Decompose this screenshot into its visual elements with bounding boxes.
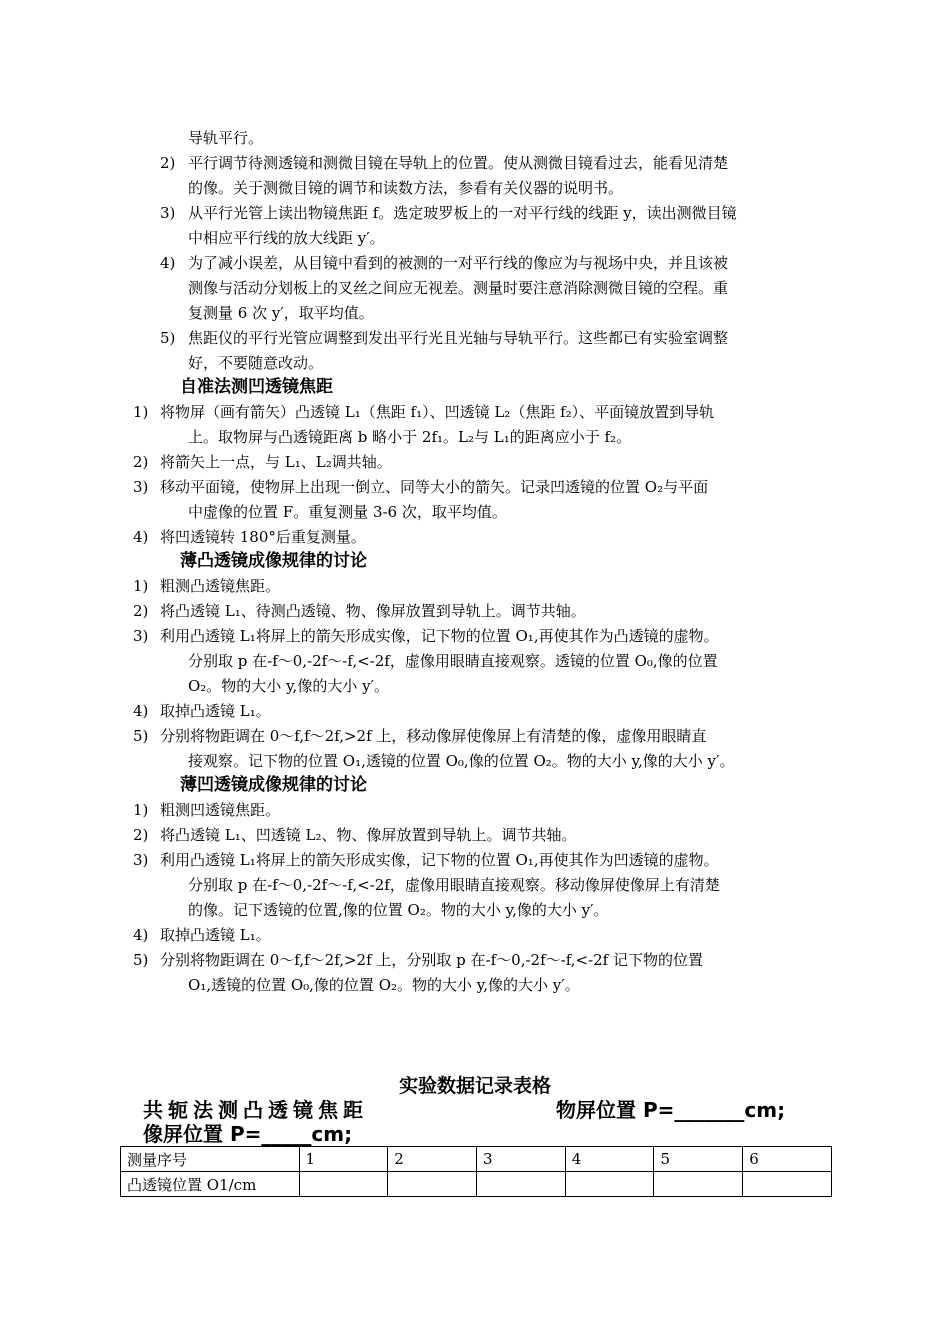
item-text: 将凹透镜转 180°后重复测量。 <box>160 528 366 546</box>
table-row-label: 凸透镜位置 O1/cm <box>121 1172 300 1197</box>
item-number: 3) <box>133 627 149 645</box>
table-cell[interactable] <box>477 1172 566 1197</box>
data-table <box>120 1146 832 1197</box>
item-number: 4) <box>133 702 149 720</box>
item-continuation: 导轨平行。 <box>188 129 264 147</box>
item-text: 将凸透镜 L₁、凹透镜 L₂、物、像屏放置到导轨上。调节共轴。 <box>160 826 577 844</box>
item-text: 将凸透镜 L₁、待测凸透镜、物、像屏放置到导轨上。调节共轴。 <box>160 602 586 620</box>
item-text: 将箭矢上一点，与 L₁、L₂调共轴。 <box>160 453 392 471</box>
item-text: 分别将物距调在 0～f,f～2f,>2f 上，移动像屏使像屏上有清楚的像，虚像用眼睛直 <box>160 727 707 745</box>
table-cell[interactable] <box>299 1172 388 1197</box>
item-text: 取掉凸透镜 L₁。 <box>160 702 271 720</box>
item-text: 粗测凹透镜焦距。 <box>160 801 281 819</box>
table-header-cell: 测量序号 <box>121 1147 300 1172</box>
item-text: 将物屏（画有箭矢）凸透镜 L₁（焦距 f₁）、凹透镜 L₂（焦距 f₂）、平面镜放置到导轨 <box>160 403 715 421</box>
item-number: 4) <box>160 254 176 272</box>
table-header-cell: 2 <box>388 1147 477 1172</box>
item-number: 1) <box>133 577 149 595</box>
item-text: 分别取 p 在-f～0,-2f～-f,<-2f，虚像用眼睛直接观察。移动像屏使像屏上有清楚 <box>188 876 720 894</box>
table-header-cell: 3 <box>477 1147 566 1172</box>
item-text: 分别取 p 在-f～0,-2f～-f,<-2f，虚像用眼睛直接观察。透镜的位置 O₀,像的位置 <box>188 652 718 670</box>
table-cell[interactable] <box>743 1172 832 1197</box>
item-text: O₂。物的大小 y,像的大小 y′。 <box>188 677 389 695</box>
item-text: 焦距仪的平行光管应调整到发出平行光且光轴与导轨平行。这些都已有实验室调整 <box>188 329 729 347</box>
item-number: 2) <box>133 602 149 620</box>
item-number: 5) <box>133 951 149 969</box>
item-text: 为了减小误差，从目镜中看到的被测的一对平行线的像应为与视场中央，并且该被 <box>188 254 729 272</box>
section-heading: 薄凹透镜成像规律的讨论 <box>180 775 367 795</box>
table-header-cell: 5 <box>654 1147 743 1172</box>
table-cell[interactable] <box>388 1172 477 1197</box>
item-number: 3) <box>133 478 149 496</box>
item-number: 5) <box>160 329 176 347</box>
item-text: O₁,透镜的位置 O₀,像的位置 O₂。物的大小 y,像的大小 y′。 <box>188 976 580 994</box>
table-header-cell: 6 <box>743 1147 832 1172</box>
item-text: 的像。记下透镜的位置,像的位置 O₂。物的大小 y,像的大小 y′。 <box>188 901 609 919</box>
object-screen-position: 物屏位置 P=_______cm; <box>556 1098 786 1122</box>
table-header-cell: 1 <box>299 1147 388 1172</box>
table-subtitle-method: 共轭法测凸透镜焦距 <box>143 1098 368 1122</box>
section-heading: 自准法测凹透镜焦距 <box>180 377 333 397</box>
item-text: 的像。关于测微目镜的调节和读数方法，参看有关仪器的说明书。 <box>188 179 624 197</box>
table-title: 实验数据记录表格 <box>398 1075 551 1097</box>
item-text: 取掉凸透镜 L₁。 <box>160 926 271 944</box>
item-number: 4) <box>133 528 149 546</box>
item-text: 利用凸透镜 L₁将屏上的箭矢形成实像，记下物的位置 O₁,再使其作为凸透镜的虚物。 <box>160 627 719 645</box>
image-screen-position: 像屏位置 P=_____cm; <box>143 1122 353 1146</box>
item-number: 3) <box>133 851 149 869</box>
table-cell[interactable] <box>565 1172 654 1197</box>
section-heading: 薄凸透镜成像规律的讨论 <box>180 551 367 571</box>
item-text: 中相应平行线的放大线距 y′。 <box>188 229 385 247</box>
table-row <box>121 1172 832 1197</box>
item-text: 中虚像的位置 F。重复测量 3-6 次，取平均值。 <box>188 503 507 521</box>
item-number: 2) <box>133 826 149 844</box>
item-number: 1) <box>133 403 149 421</box>
item-text: 测像与活动分划板上的叉丝之间应无视差。测量时要注意消除测微目镜的空程。重 <box>188 279 729 297</box>
table-cell[interactable] <box>654 1172 743 1197</box>
item-text: 分别将物距调在 0～f,f～2f,>2f 上，分别取 p 在-f～0,-2f～-f,<-2f 记下物的位置 <box>160 951 703 969</box>
table-header-cell: 4 <box>565 1147 654 1172</box>
item-text: 好，不要随意改动。 <box>188 354 324 372</box>
item-text: 利用凸透镜 L₁将屏上的箭矢形成实像，记下物的位置 O₁,再使其作为凹透镜的虚物。 <box>160 851 719 869</box>
item-number: 2) <box>133 453 149 471</box>
item-number: 4) <box>133 926 149 944</box>
item-number: 3) <box>160 204 176 222</box>
item-text: 复测量 6 次 y′，取平均值。 <box>188 304 374 322</box>
item-number: 5) <box>133 727 149 745</box>
item-text: 粗测凸透镜焦距。 <box>160 577 281 595</box>
item-text: 从平行光管上读出物镜焦距 f。选定玻罗板上的一对平行线的线距 y，读出测微目镜 <box>188 204 737 222</box>
item-text: 上。取物屏与凸透镜距离 b 略小于 2f₁。L₂与 L₁的距离应小于 f₂。 <box>188 428 632 446</box>
item-text: 移动平面镜，使物屏上出现一倒立、同等大小的箭矢。记录凹透镜的位置 O₂与平面 <box>160 478 709 496</box>
item-text: 平行调节待测透镜和测微目镜在导轨上的位置。使从测微目镜看过去，能看见清楚 <box>188 154 729 172</box>
item-text: 接观察。记下物的位置 O₁,透镜的位置 O₀,像的位置 O₂。物的大小 y,像的大小 y′。 <box>188 752 735 770</box>
table-header-row <box>121 1147 832 1172</box>
item-number: 2) <box>160 154 176 172</box>
item-number: 1) <box>133 801 149 819</box>
